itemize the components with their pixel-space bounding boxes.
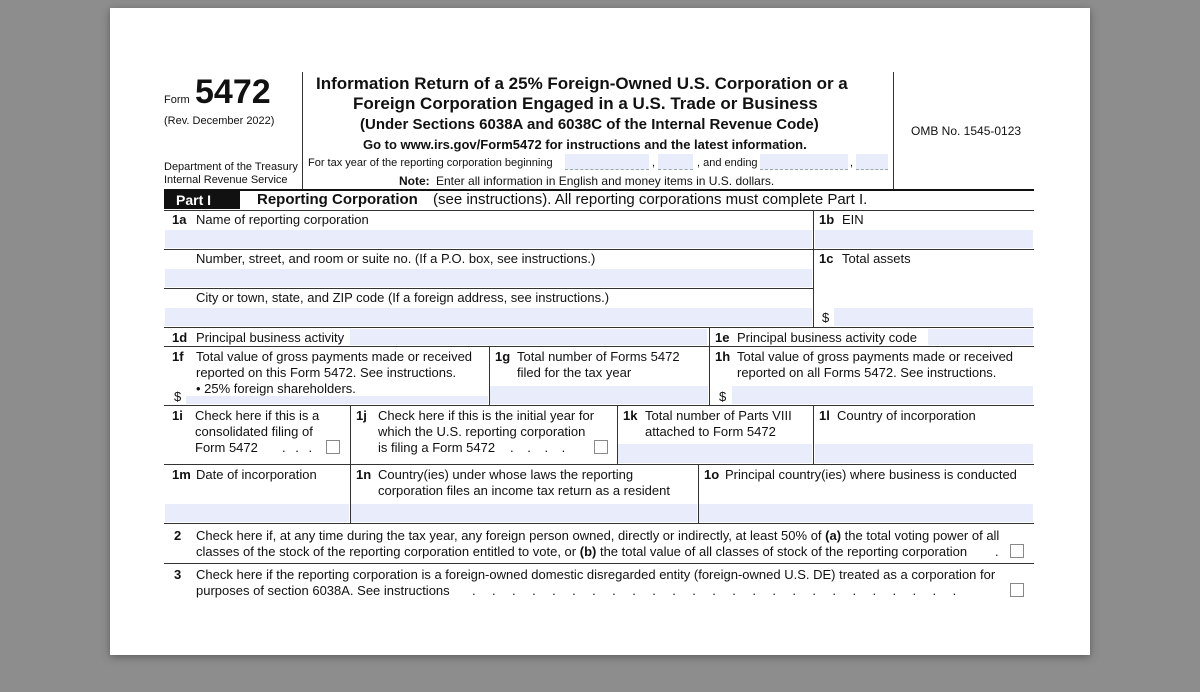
- line-1a-number: 1a: [172, 212, 187, 227]
- line-1m-number: 1m: [172, 467, 191, 482]
- corporation-name-field[interactable]: [165, 230, 812, 248]
- header-divider-right: [893, 72, 894, 189]
- tax-year-end-year-field[interactable]: [856, 154, 888, 170]
- line-1i-label-2: consolidated filing of: [195, 424, 313, 439]
- line-2-text-1c: the total voting power of all: [844, 528, 1000, 543]
- line-1j-label-1: Check here if this is the initial year for: [378, 408, 595, 423]
- line-1k-number: 1k: [623, 408, 638, 423]
- line-2-text-1a: Check here if, at any time during the tax year, any foreign person owned, directly or indirectly, at least 50% of: [196, 528, 822, 543]
- line-3-text-1: Check here if the reporting corporation is a foreign-owned domestic disregarded entity (foreign-owned U.S. DE) treated as a corporation for: [196, 567, 996, 582]
- divider-1e: [709, 327, 710, 346]
- tax-year-end-field[interactable]: [760, 154, 848, 170]
- date-of-incorporation-field[interactable]: [165, 504, 349, 522]
- business-activity-code-field[interactable]: [928, 329, 1033, 345]
- gross-payments-all-field[interactable]: [732, 386, 1033, 404]
- foreign-owned-de-checkbox[interactable]: [1010, 583, 1024, 597]
- line-1a-label: Name of reporting corporation: [196, 212, 369, 227]
- form-label: Form: [164, 94, 190, 106]
- rule-after-1i: [164, 464, 1034, 465]
- line-1f-label-3: • 25% foreign shareholders.: [196, 381, 356, 396]
- line-1d-number: 1d: [172, 330, 188, 345]
- gross-payments-25pct-field[interactable]: [186, 396, 488, 404]
- line-2-dots: .: [995, 544, 999, 559]
- rule-after-street: [164, 288, 813, 289]
- line-1n-number: 1n: [356, 467, 372, 482]
- line-1d-label: Principal business activity: [196, 330, 345, 345]
- line-1n-label-1: Country(ies) under whose laws the reporting: [378, 467, 634, 482]
- line-1e-number: 1e: [715, 330, 730, 345]
- line-1g-label-1: Total number of Forms 5472: [517, 349, 680, 364]
- part1-description: (see instructions). All reporting corporations must complete Part I.: [433, 191, 868, 208]
- instructions-link-line[interactable]: Go to www.irs.gov/Form5472 for instructions and the latest information.: [363, 137, 807, 152]
- rule-after-1m: [164, 523, 1034, 524]
- form-title-line2: Foreign Corporation Engaged in a U.S. Trade or Business: [353, 94, 818, 113]
- rule-after-line-2: [164, 563, 1034, 564]
- and-ending-label: , and ending: [697, 157, 758, 169]
- line-2-b-marker: (b): [579, 544, 597, 559]
- line-2-text-2c: the total value of all classes of stock of the reporting corporation: [599, 544, 968, 559]
- line-1j-label-3: is filing a Form 5472: [378, 440, 496, 455]
- comma-1: ,: [652, 157, 656, 169]
- comma-2: ,: [850, 157, 854, 169]
- part1-title: Reporting Corporation: [257, 191, 418, 208]
- ein-field[interactable]: [815, 230, 1033, 248]
- line-1f-dollar: $: [174, 389, 182, 404]
- line-1j-dots: . . . .: [510, 440, 571, 455]
- line-1c-number: 1c: [819, 251, 834, 266]
- line-1g-label-2: filed for the tax year: [517, 365, 632, 380]
- part1-tag: Part I: [176, 192, 212, 208]
- divider-1b: [813, 210, 814, 327]
- tax-year-begin-field[interactable]: [565, 154, 649, 170]
- form-number: 5472: [195, 73, 271, 111]
- line-1f-number: 1f: [172, 349, 184, 364]
- line-1m-label: Date of incorporation: [196, 467, 317, 482]
- line-1n-label-2: corporation files an income tax return as a resident: [378, 483, 670, 498]
- line-1k-label-1: Total number of Parts VIII: [645, 408, 792, 423]
- line-1f-label-2: reported on this Form 5472. See instructions.: [196, 365, 457, 380]
- line-1i-label-3: Form 5472: [195, 440, 258, 455]
- line-1b-label: EIN: [842, 212, 864, 227]
- line-1i-label-1: Check here if this is a: [195, 408, 320, 423]
- line-1o-label: Principal country(ies) where business is conducted: [725, 467, 1017, 482]
- parts-viii-count-field[interactable]: [618, 444, 812, 463]
- city-label: City or town, state, and ZIP code (If a foreign address, see instructions.): [196, 290, 610, 305]
- business-country-field[interactable]: [699, 504, 1033, 522]
- line-1h-number: 1h: [715, 349, 731, 364]
- line-1o-number: 1o: [704, 467, 720, 482]
- foreign-ownership-50pct-checkbox[interactable]: [1010, 544, 1024, 558]
- line-3-text-2: purposes of section 6038A. See instructions: [196, 583, 450, 598]
- form-page: [110, 8, 1090, 655]
- street-address-field[interactable]: [165, 269, 812, 287]
- line-1i-dots: . . .: [282, 440, 316, 455]
- omb-number: OMB No. 1545-0123: [911, 124, 1022, 138]
- department-line1: Department of the Treasury: [164, 161, 298, 173]
- line-1l-number: 1l: [819, 408, 830, 423]
- line-1h-label-2: reported on all Forms 5472. See instructions.: [737, 365, 997, 380]
- consolidated-filing-checkbox[interactable]: [326, 440, 340, 454]
- line-1c-label: Total assets: [842, 251, 911, 266]
- rule-after-1f: [164, 405, 1034, 406]
- line-1j-number: 1j: [356, 408, 367, 423]
- tax-residence-country-field[interactable]: [351, 504, 697, 522]
- line-3-dots: . . . . . . . . . . . . . . . . . . . . . . . . .: [472, 583, 963, 598]
- line-1h-dollar: $: [719, 389, 727, 404]
- divider-1l: [813, 405, 814, 464]
- line-1k-label-2: attached to Form 5472: [645, 424, 776, 439]
- line-1l-label: Country of incorporation: [837, 408, 976, 423]
- form-title-line1: Information Return of a 25% Foreign-Owned U.S. Corporation or a: [316, 74, 848, 93]
- header-divider-left: [302, 72, 303, 189]
- rule-after-1a: [164, 249, 1034, 250]
- part1-bottom-rule: [164, 210, 1034, 211]
- line-1j-label-2: which the U.S. reporting corporation: [378, 424, 586, 439]
- line-1g-number: 1g: [495, 349, 511, 364]
- line-2-number: 2: [174, 528, 182, 543]
- line-1h-label-1: Total value of gross payments made or received: [737, 349, 1014, 364]
- street-label: Number, street, and room or suite no. (If a P.O. box, see instructions.): [196, 251, 596, 266]
- tax-year-begin-year-field[interactable]: [658, 154, 693, 170]
- divider-1h: [709, 346, 710, 405]
- department-line2: Internal Revenue Service: [164, 174, 288, 186]
- note-label: Note:: [399, 174, 430, 188]
- rule-after-city: [164, 327, 1034, 328]
- business-activity-field[interactable]: [350, 329, 707, 345]
- note-text: Enter all information in English and money items in U.S. dollars.: [436, 174, 775, 188]
- city-state-zip-field[interactable]: [165, 308, 812, 326]
- total-forms-field[interactable]: [490, 386, 708, 404]
- line-2-text-1: [196, 528, 999, 543]
- line-1f-label-1: Total value of gross payments made or received: [196, 349, 473, 364]
- total-assets-field[interactable]: [834, 308, 1033, 326]
- revision-date: (Rev. December 2022): [164, 115, 275, 127]
- line-3-number: 3: [174, 567, 182, 582]
- line-1i-number: 1i: [172, 408, 183, 423]
- form-subtitle: (Under Sections 6038A and 6038C of the Internal Revenue Code): [360, 116, 819, 133]
- line-1e-label: Principal business activity code: [737, 330, 917, 345]
- line-2-text-2: [196, 544, 967, 559]
- line-2-a-marker: (a): [825, 528, 842, 543]
- initial-year-checkbox[interactable]: [594, 440, 608, 454]
- line-1b-number: 1b: [819, 212, 835, 227]
- rule-after-1d: [164, 346, 1034, 347]
- line-2-text-2a: classes of the stock of the reporting corporation entitled to vote, or: [196, 544, 577, 559]
- divider-1j: [350, 405, 351, 464]
- tax-year-label: For tax year of the reporting corporation beginning: [308, 157, 553, 169]
- country-of-incorporation-field[interactable]: [815, 444, 1033, 463]
- total-assets-dollar: $: [822, 310, 830, 325]
